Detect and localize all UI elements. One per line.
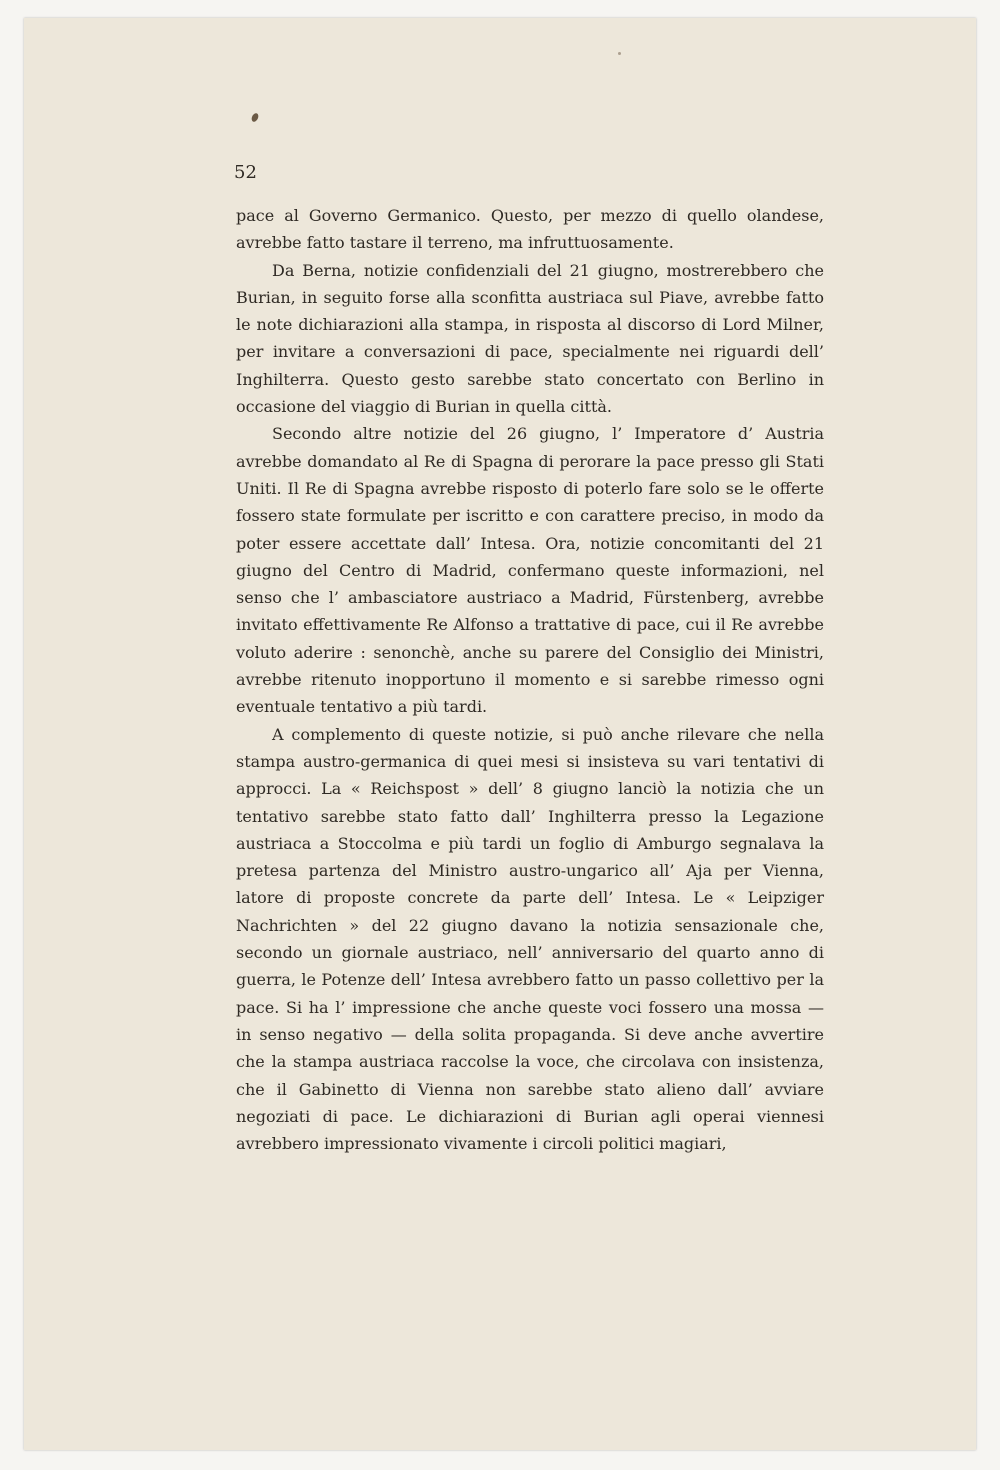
paragraph-1: pace al Governo Germanico. Questo, per mezzo di quello olandese, avrebbe fatto tastare il terreno, ma infruttuosamente.: [236, 206, 824, 253]
page-number: 52: [234, 162, 257, 183]
ink-speck: [618, 52, 621, 55]
ink-speck: [250, 112, 259, 123]
body-text: [236, 202, 824, 1157]
paragraph-4: A complemento di queste notizie, si può anche rilevare che nella stampa austro-germanica di quei mesi si insisteva su vari tentativi di approcci. La « Reichspost » dell’ 8 giugno lanciò la notizia che un tentativo sarebbe stato fatto dall’ Inghilterra presso la Legazione austriaca a Stoccolma e più tardi un foglio di Amburgo segnalava la pretesa partenza del Ministro austro-ungarico all’ Aja per Vienna, latore di proposte concrete da parte dell’ Intesa. Le « Leipziger Nachrichten » del 22 giugno davano la notizia sensazionale che, secondo un giornale austriaco, nell’ anniversario del quarto anno di guerra, le Potenze dell’ Intesa avrebbero fatto un passo collettivo per la pace. Si ha l’ impressione che anche queste voci fossero una mossa — in senso negativo — della solita propaganda. Si deve anche avvertire che la stampa austriaca raccolse la voce, che circolava con insistenza, che il Gabinetto di Vienna non sarebbe stato alieno dall’ avviare negoziati di pace. Le dichiarazioni di Burian agli operai viennesi avrebbero impressionato vivamente i circoli politici magiari,: [236, 724, 824, 1154]
paragraph-2: Da Berna, notizie confidenziali del 21 giugno, mostrerebbero che Burian, in seguito forse alla sconfitta austriaca sul Piave, avrebbe fatto le note dichiarazioni alla stampa, in risposta al discorso di Lord Milner, per invitare a conversazioni di pace, specialmente nei riguardi dell’ Inghilterra. Questo gesto sarebbe stato concertato con Berlino in occasione del viaggio di Burian in quella città.: [236, 260, 824, 417]
paragraph-3: Secondo altre notizie del 26 giugno, l’ Imperatore d’ Austria avrebbe domandato al Re di Spagna di perorare la pace presso gli Stati Uniti. Il Re di Spagna avrebbe risposto di poterlo fare solo se le offerte fossero state formulate per iscritto e con carattere preciso, in modo da poter essere accettate dall’ Intesa. Ora, notizie concomitanti del 21 giugno del Centro di Madrid, confermano queste informazioni, nel senso che l’ ambasciatore austriaco a Madrid, Fürstenberg, avrebbe invitato effettivamente Re Alfonso a trattative di pace, cui il Re avrebbe voluto aderire : senonchè, anche su parere del Consiglio dei Ministri, avrebbe ritenuto inopportuno il momento e si sarebbe rimesso ogni eventuale tentativo a più tardi.: [236, 424, 824, 717]
